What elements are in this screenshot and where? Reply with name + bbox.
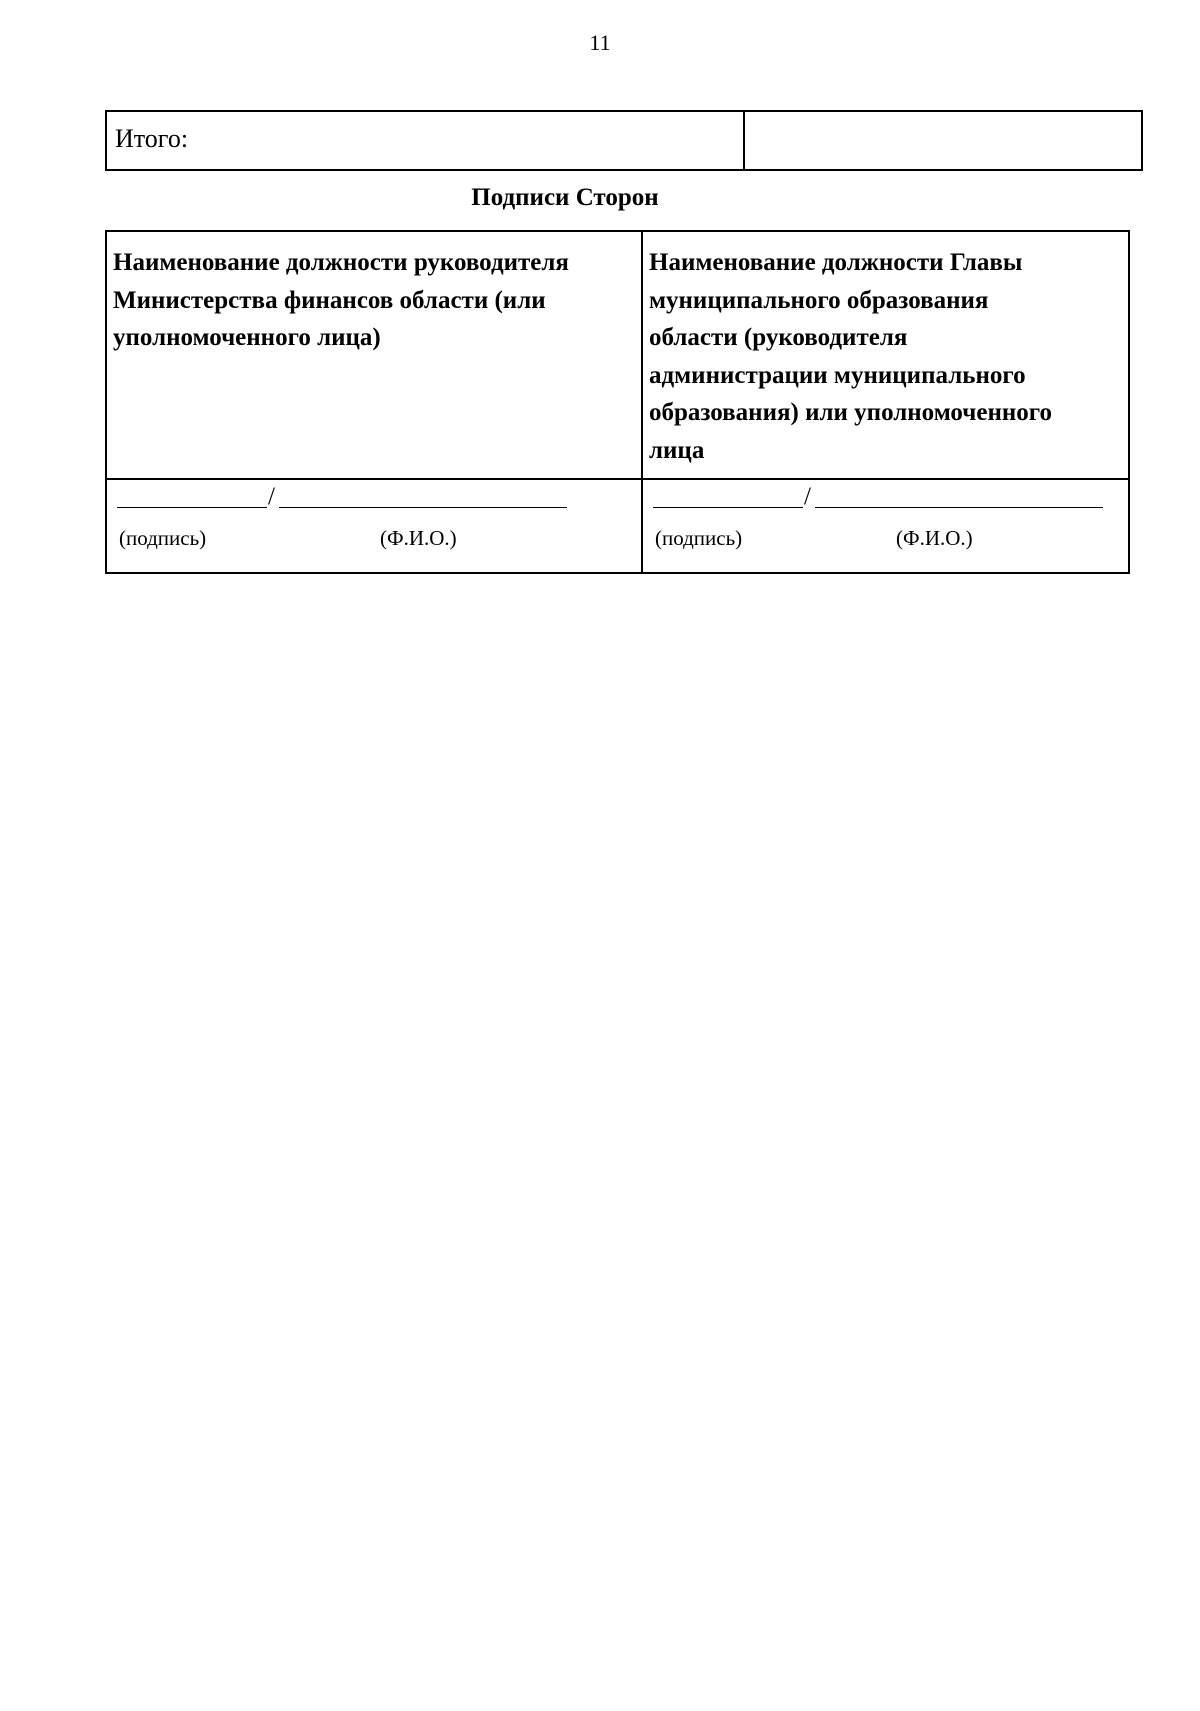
signature-slash: / bbox=[268, 483, 275, 510]
name-line bbox=[279, 507, 567, 508]
role-line: образования) или уполномоченного bbox=[649, 399, 1052, 426]
page-number: 11 bbox=[589, 30, 611, 55]
signatures-title: Подписи Сторон bbox=[471, 184, 659, 211]
total-label: Итого: bbox=[107, 112, 745, 169]
role-line: муниципального образования bbox=[649, 286, 989, 314]
party-ministry-signature-cell bbox=[107, 480, 641, 572]
party-municipality-column bbox=[643, 232, 1128, 572]
party-ministry-column bbox=[107, 232, 643, 572]
signature-caption: (подпись) bbox=[119, 526, 207, 550]
party-municipality-signature-cell bbox=[643, 480, 1128, 572]
name-caption: (Ф.И.О.) bbox=[896, 526, 973, 550]
signature-caption: (подпись) bbox=[655, 526, 743, 550]
signature-line bbox=[117, 507, 267, 508]
role-line: Наименование должности Главы bbox=[649, 249, 1023, 276]
total-value bbox=[745, 112, 1141, 169]
role-line: уполномоченного лица) bbox=[113, 324, 381, 351]
party-ministry-role bbox=[107, 232, 641, 480]
role-line: Министерства финансов области (или bbox=[113, 286, 546, 314]
name-line bbox=[815, 507, 1103, 508]
name-caption: (Ф.И.О.) bbox=[380, 526, 457, 550]
signature-slash: / bbox=[804, 483, 811, 510]
signature-line bbox=[653, 507, 803, 508]
total-table bbox=[105, 110, 1143, 171]
role-line: области (руководителя bbox=[649, 324, 908, 351]
role-line: лица bbox=[649, 436, 705, 464]
role-line: администрации муниципального bbox=[649, 361, 1026, 389]
role-line: Наименование должности руководителя bbox=[113, 249, 569, 276]
party-municipality-role bbox=[643, 232, 1128, 480]
signatures-table bbox=[105, 230, 1130, 574]
